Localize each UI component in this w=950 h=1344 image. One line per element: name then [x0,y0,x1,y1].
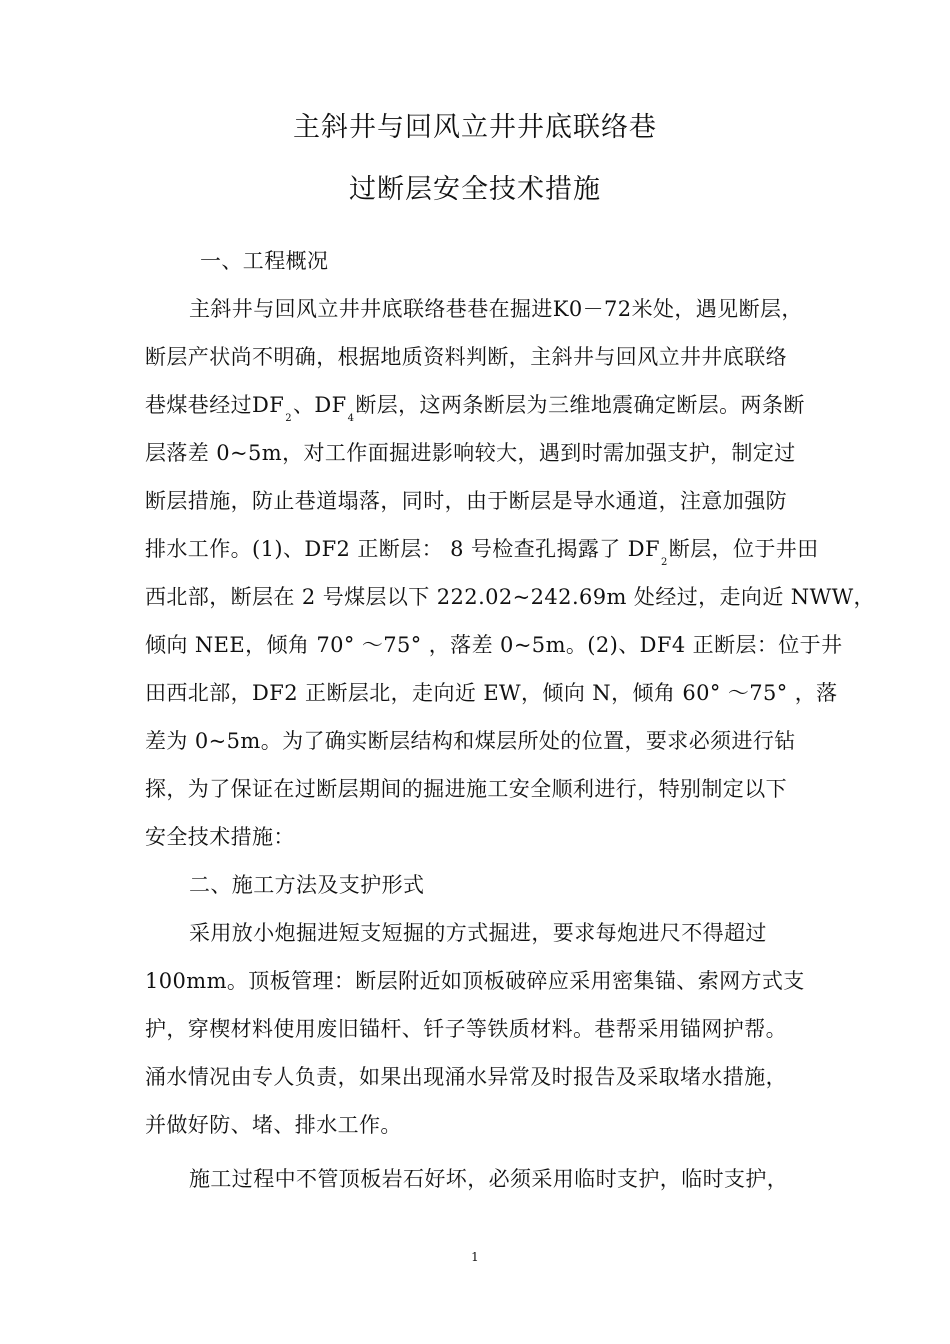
paragraph-line: 层落差 0~5m，对工作面掘进影响较大，遇到时需加强支护，制定过 [145,441,796,465]
section-heading-construction: 二、施工方法及支护形式 [189,873,425,897]
paragraph-line: 断层措施，防止巷道塌落，同时，由于断层是导水通道，注意加强防 [145,489,787,513]
paragraph-line: 西北部，断层在 2 号煤层以下 222.02~242.69m 处经过，走向近 NWW， [145,585,875,609]
paragraph-line: 倾向 NEE，倾角 70° ～75° ，落差 0~5m。(2)、DF4 正断层：位于井 [145,633,843,657]
paragraph-line: 100mm。顶板管理：断层附近如顶板破碎应采用密集锚、索网方式支 [145,969,805,993]
paragraph-line: 采用放小炮掘进短支短掘的方式掘进，要求每炮进尺不得超过 [189,921,767,945]
text-run: 巷煤巷经过DF [145,393,285,417]
paragraph-line: 并做好防、堵、排水工作。 [145,1113,402,1137]
paragraph-line: 施工过程中不管顶板岩石好坏，必须采用临时支护，临时支护， [189,1167,789,1191]
paragraph-line-with-subscript [145,534,819,569]
paragraph-line: 主斜井与回风立井井底联络巷巷在掘进K0－72米处，遇见断层， [189,297,803,321]
page-number: 1 [471,1250,479,1264]
section-heading-overview: 一、工程概况 [200,249,329,273]
subscript: 2 [660,557,668,568]
paragraph-line: 断层产状尚不明确，根据地质资料判断，主斜井与回风立井井底联络 [145,345,787,369]
document-title-line-1: 主斜井与回风立井井底联络巷 [293,112,657,143]
paragraph-line: 安全技术措施： [145,825,295,849]
paragraph-line: 探，为了保证在过断层期间的掘进施工安全顺利进行，特别制定以下 [145,777,787,801]
paragraph-line-with-subscripts [145,390,810,425]
paragraph-line: 田西北部，DF2 正断层北，走向近 EW，倾向 N，倾角 60° ～75° ，落 [145,681,838,705]
paragraph-line: 差为 0~5m。为了确实断层结构和煤层所处的位置，要求必须进行钻 [145,729,796,753]
document-title-line-2: 过断层安全技术措施 [349,174,601,205]
text-run: 排水工作。(1)、DF2 正断层： 8 号检查孔揭露了 DF [145,537,660,561]
text-run: 断层，位于井田 [668,537,819,561]
text-run: 、DF [292,393,347,417]
text-run: 断层，这两条断层为三维地震确定断层。两条断 [355,393,805,417]
paragraph-line: 护，穿楔材料使用废旧锚杆、钎子等铁质材料。巷帮采用锚网护帮。 [145,1017,787,1041]
subscript: 2 [285,413,292,424]
paragraph-line: 涌水情况由专人负责，如果出现涌水异常及时报告及采取堵水措施， [145,1065,787,1089]
subscript: 4 [347,413,355,424]
